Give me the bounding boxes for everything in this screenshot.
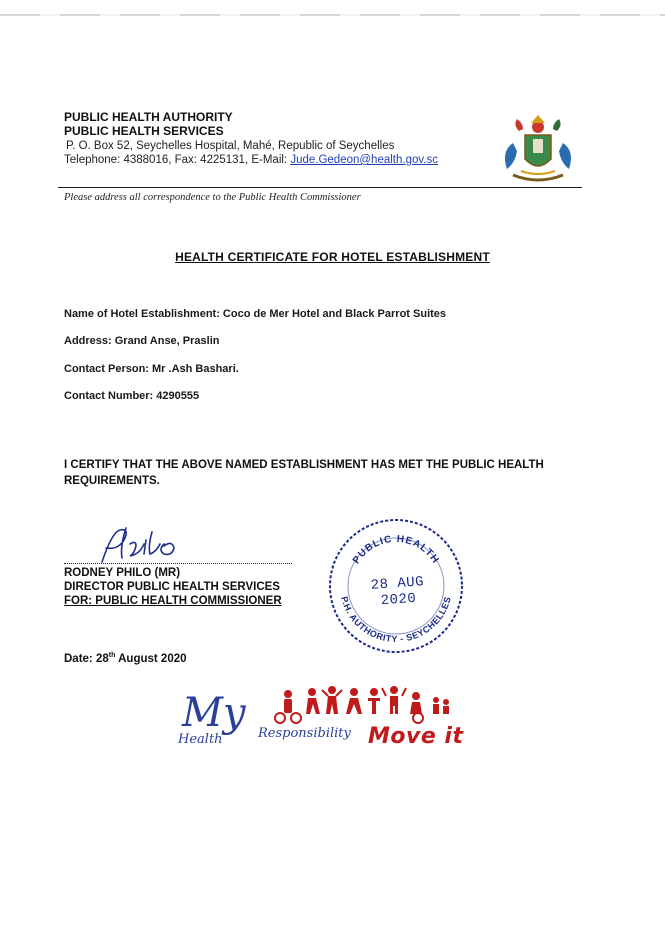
org-department: PUBLIC HEALTH SERVICES xyxy=(64,124,224,138)
signatory-role: DIRECTOR PUBLIC HEALTH SERVICES xyxy=(64,581,280,593)
logo-health-text: Health xyxy=(178,732,223,747)
address-field: Address: Grand Anse, Praslin xyxy=(64,335,220,347)
stamp-top-text: PUBLIC HEALTH xyxy=(350,533,442,566)
email-link[interactable]: Jude.Gedeon@health.gov.sc xyxy=(290,154,438,166)
scan-top-edge xyxy=(0,14,665,16)
date-suffix: th xyxy=(108,652,116,659)
signatory-for: FOR: PUBLIC HEALTH COMMISSIONER xyxy=(64,595,282,607)
logo-my-text: My xyxy=(182,690,246,736)
hotel-name-field: Name of Hotel Establishment: Coco de Mer Hotel and Black Parrot Suites xyxy=(64,308,447,320)
handwritten-signature xyxy=(96,524,216,566)
seychelles-coat-of-arms-icon xyxy=(495,113,581,189)
logo-responsibility-text: Responsibility xyxy=(258,726,351,741)
date-rest: August 2020 xyxy=(115,652,187,665)
certification-statement: I CERTIFY THAT THE ABOVE NAMED ESTABLISHMENT HAS MET THE PUBLIC HEALTH REQUIREMENTS. xyxy=(64,459,544,487)
stamp-date: 28 AUG 2020 xyxy=(370,574,425,610)
signatory-name: RODNEY PHILO (MR) xyxy=(64,567,181,579)
correspondence-note: Please address all correspondence to the Public Health Commissioner xyxy=(64,192,361,203)
contact-number-field: Contact Number: 4290555 xyxy=(64,390,200,402)
header-divider xyxy=(58,187,582,188)
certificate-title: HEALTH CERTIFICATE FOR HOTEL ESTABLISHMENT xyxy=(175,250,490,264)
postal-address: P. O. Box 52, Seychelles Hospital, Mahé, Republic of Seychelles xyxy=(66,140,395,152)
org-name: PUBLIC HEALTH AUTHORITY xyxy=(64,110,233,124)
document-date xyxy=(64,652,187,665)
logo-move-it-text: Move it xyxy=(368,724,464,749)
signature-line xyxy=(64,563,292,564)
svg-text:PUBLIC HEALTH xyxy=(351,534,441,566)
contact-line xyxy=(64,153,438,167)
stamp-bottom-text: P.H. AUTHORITY - SEYCHELLES xyxy=(339,595,453,645)
phone-fax-text: Telephone: 4388016, Fax: 4225131, E-Mail: xyxy=(64,154,291,166)
date-prefix: Date: 28 xyxy=(64,652,109,665)
contact-person-field: Contact Person: Mr .Ash Bashari. xyxy=(64,363,239,375)
